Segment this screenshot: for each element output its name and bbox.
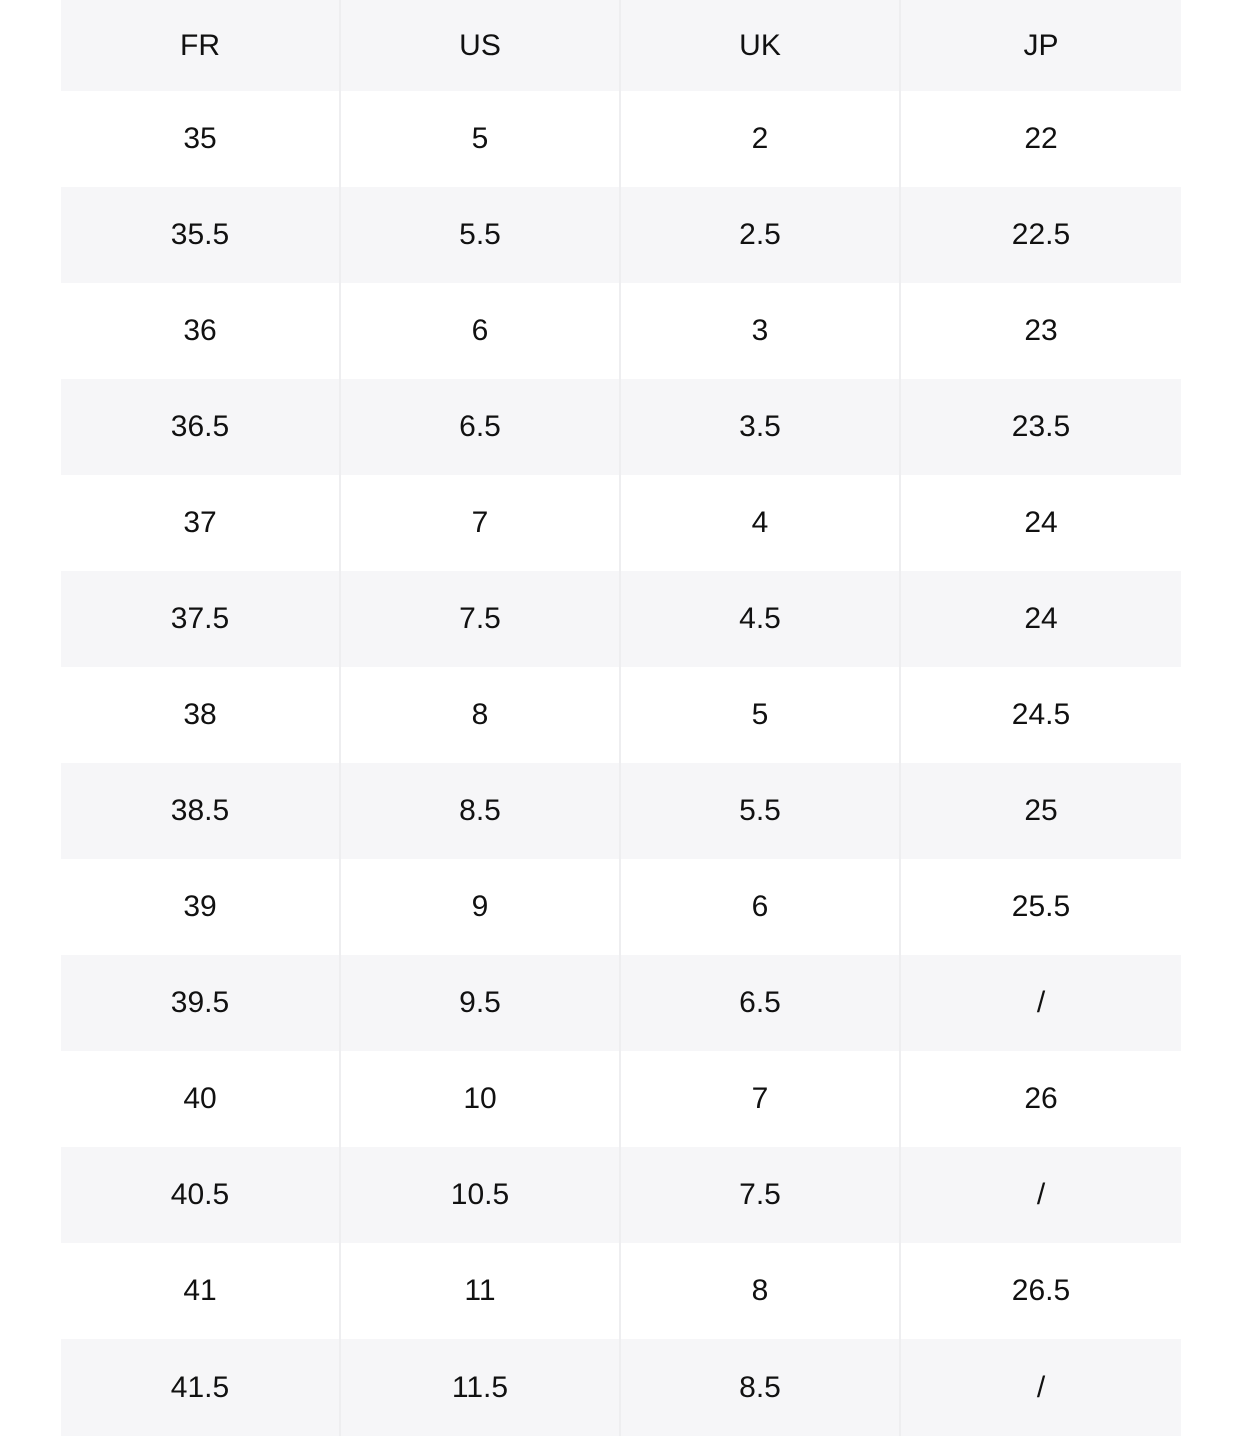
cell-fr: 37.5 — [61, 571, 341, 667]
cell-us: 10 — [341, 1051, 621, 1147]
table-body — [61, 91, 1181, 1436]
cell-fr: 39 — [61, 859, 341, 955]
cell-uk: 7.5 — [621, 1147, 901, 1243]
cell-fr: 39.5 — [61, 955, 341, 1051]
cell-jp: 24.5 — [901, 667, 1181, 763]
cell-us: 5 — [341, 91, 621, 187]
table-header — [61, 0, 1181, 91]
cell-uk: 6.5 — [621, 955, 901, 1051]
cell-us: 11.5 — [341, 1339, 621, 1436]
cell-uk: 2 — [621, 91, 901, 187]
cell-us: 7 — [341, 475, 621, 571]
cell-jp: 22 — [901, 91, 1181, 187]
cell-us: 5.5 — [341, 187, 621, 283]
table-row — [61, 859, 1181, 955]
cell-fr: 40.5 — [61, 1147, 341, 1243]
table-row — [61, 1339, 1181, 1436]
cell-fr: 38 — [61, 667, 341, 763]
cell-uk: 3 — [621, 283, 901, 379]
cell-us: 10.5 — [341, 1147, 621, 1243]
table-row — [61, 763, 1181, 859]
cell-jp: 24 — [901, 571, 1181, 667]
cell-uk: 4.5 — [621, 571, 901, 667]
column-header-jp: JP — [901, 0, 1181, 91]
cell-fr: 37 — [61, 475, 341, 571]
table-row — [61, 379, 1181, 475]
cell-uk: 5.5 — [621, 763, 901, 859]
column-header-uk: UK — [621, 0, 901, 91]
cell-uk: 6 — [621, 859, 901, 955]
table-row — [61, 955, 1181, 1051]
table-row — [61, 283, 1181, 379]
cell-jp: 23 — [901, 283, 1181, 379]
cell-jp: / — [901, 1147, 1181, 1243]
cell-fr: 38.5 — [61, 763, 341, 859]
cell-jp: 25 — [901, 763, 1181, 859]
cell-fr: 40 — [61, 1051, 341, 1147]
cell-us: 7.5 — [341, 571, 621, 667]
table-row — [61, 667, 1181, 763]
cell-uk: 2.5 — [621, 187, 901, 283]
cell-us: 9.5 — [341, 955, 621, 1051]
column-header-us: US — [341, 0, 621, 91]
cell-uk: 4 — [621, 475, 901, 571]
cell-fr: 35.5 — [61, 187, 341, 283]
table-row — [61, 475, 1181, 571]
cell-fr: 35 — [61, 91, 341, 187]
cell-us: 8.5 — [341, 763, 621, 859]
cell-fr: 36.5 — [61, 379, 341, 475]
column-header-fr: FR — [61, 0, 341, 91]
cell-us: 9 — [341, 859, 621, 955]
cell-jp: 23.5 — [901, 379, 1181, 475]
cell-jp: 24 — [901, 475, 1181, 571]
table-row — [61, 1243, 1181, 1339]
cell-us: 8 — [341, 667, 621, 763]
header-row — [61, 0, 1181, 91]
cell-jp: / — [901, 955, 1181, 1051]
table-row — [61, 1147, 1181, 1243]
table-row — [61, 1051, 1181, 1147]
cell-jp: 26 — [901, 1051, 1181, 1147]
cell-us: 6 — [341, 283, 621, 379]
cell-uk: 3.5 — [621, 379, 901, 475]
cell-uk: 5 — [621, 667, 901, 763]
cell-uk: 8.5 — [621, 1339, 901, 1436]
cell-us: 11 — [341, 1243, 621, 1339]
cell-fr: 36 — [61, 283, 341, 379]
cell-us: 6.5 — [341, 379, 621, 475]
size-conversion-table — [61, 0, 1181, 1436]
cell-jp: 25.5 — [901, 859, 1181, 955]
cell-jp: / — [901, 1339, 1181, 1436]
cell-uk: 8 — [621, 1243, 901, 1339]
cell-fr: 41 — [61, 1243, 341, 1339]
table-row — [61, 187, 1181, 283]
cell-jp: 22.5 — [901, 187, 1181, 283]
cell-fr: 41.5 — [61, 1339, 341, 1436]
table-row — [61, 91, 1181, 187]
cell-uk: 7 — [621, 1051, 901, 1147]
table-row — [61, 571, 1181, 667]
cell-jp: 26.5 — [901, 1243, 1181, 1339]
